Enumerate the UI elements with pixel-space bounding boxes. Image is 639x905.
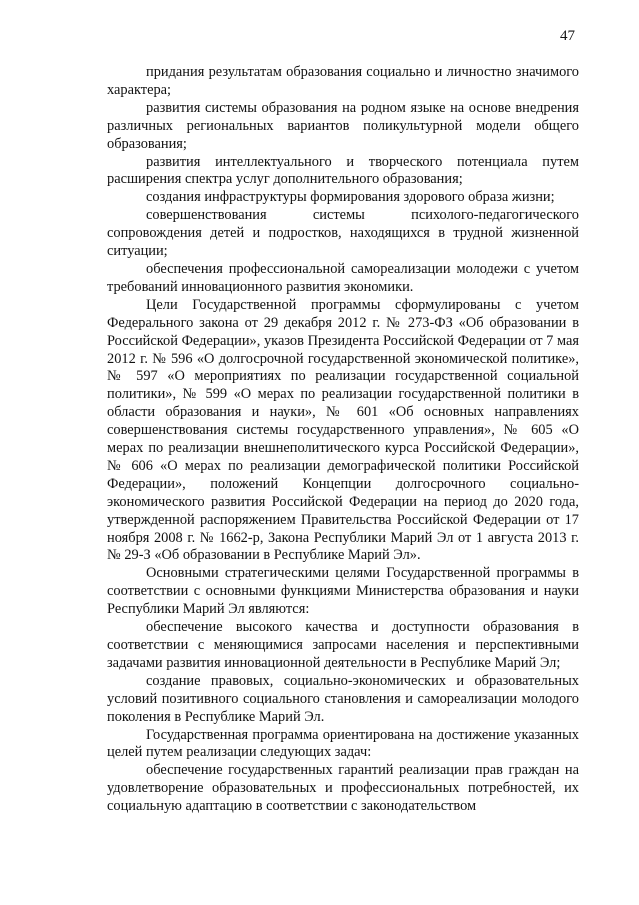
paragraph-4: создания инфраструктуры формирования здорового образа жизни;	[146, 189, 555, 206]
paragraph-11: Государственная программа ориентирована на достижение указанных целей путем реализации следующих задач:	[107, 726, 579, 761]
paragraph-10: создание правовых, социально-экономических и образовательных условий позитивного социального становления и самореализации молодого поколения в Республике Марий Эл.	[107, 672, 579, 725]
paragraph-2: развития системы образования на родном языке на основе внедрения различных региональных вариантов поликультурной модели общего образования;	[107, 99, 579, 152]
paragraph-6: обеспечения профессиональной самореализации молодежи с учетом требований инновационного развития экономики.	[107, 260, 579, 295]
paragraph-5: совершенствования системы психолого-педагогического сопровождения детей и подростков, находящихся в трудной жизненной ситуации;	[107, 207, 579, 260]
paragraph-8: Основными стратегическими целями Государственной программы в соответствии с основными функциями Министерства образования и науки Республики Марий Эл являются:	[107, 565, 579, 618]
paragraph-3: развития интеллектуального и творческого потенциала путем расширения спектра услуг дополнительного образования;	[107, 153, 579, 188]
paragraph-9: обеспечение высокого качества и доступности образования в соответствии с меняющимися запросами населения и перспективными задачами развития инновационной деятельности в Республике Марий Эл;	[107, 619, 579, 671]
document-body	[107, 64, 579, 816]
paragraph-1: придания результатам образования социально и личностно значимого характера;	[107, 64, 579, 98]
paragraph-12: обеспечение государственных гарантий реализации прав граждан на удовлетворение образовательных и профессиональных потребностей, их социальную адаптацию в соответствии с законодательством	[107, 762, 579, 815]
paragraph-7: Цели Государственной программы сформулированы с учетом Федерального закона от 29 декабря 2012 г. № 273-ФЗ «Об образовании в Российской Федерации», указов Президента Российской Федерации от 7 мая 2012 г. № 596 «О долгосрочной государственной экономической политике», № 597 «О мероприятиях по реализации государственной социальной политики», № 599 «О мерах по реализации государственной политики в области образования и науки», № 601 «Об основных направлениях совершенствования системы государственного управления», № 605 «О мерах по реализации внешнеполитического курса Российской Федерации», № 606 «О мерах по реализации демографической политики Российской Федерации», положений Концепции долгосрочного социально-экономического развития Российской Федерации на период до 2020 года, утвержденной распоряжением Правительства Российской Федерации от 17 ноября 2008 г. № 1662-р, Закона Республики Марий Эл от 1 августа 2013 г. № 29-З «Об образовании в Республике Марий Эл».	[107, 296, 579, 564]
page-number: 47	[560, 28, 575, 44]
